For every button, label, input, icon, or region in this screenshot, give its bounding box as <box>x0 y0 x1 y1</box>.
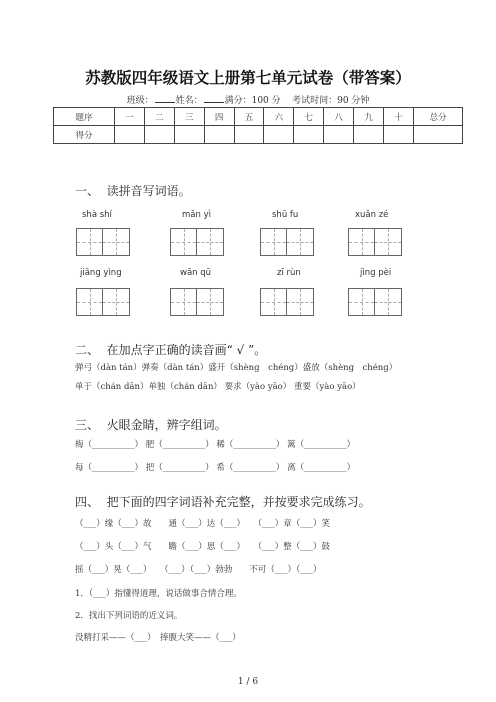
header-cell: 三 <box>174 108 204 126</box>
class-label: 班级： <box>126 96 154 106</box>
header-cell: 七 <box>294 108 324 126</box>
score-cell[interactable] <box>264 126 294 144</box>
question-2: 2．找出下列词语的近义词。 <box>75 611 183 621</box>
section-2-heading <box>75 341 266 358</box>
score-cell[interactable] <box>384 126 414 144</box>
section-4-number: 四、 <box>75 495 100 509</box>
header-cell: 十 <box>384 108 414 126</box>
page-number: 1 / 6 <box>237 677 259 687</box>
pinyin-jingpei: jìng pèi <box>360 268 392 278</box>
section-3-heading <box>75 416 227 433</box>
score-cell[interactable] <box>204 126 234 144</box>
section-3-title: 火眼金睛，辨字组词。 <box>106 418 227 432</box>
score-cell[interactable] <box>354 126 384 144</box>
writing-grid[interactable] <box>76 288 130 316</box>
name-blank <box>204 94 224 103</box>
score-cell[interactable] <box>294 126 324 144</box>
score-cell[interactable] <box>115 126 145 144</box>
score-cell[interactable] <box>234 126 264 144</box>
header-cell: 六 <box>264 108 294 126</box>
header-cell: 五 <box>234 108 264 126</box>
name-label: 姓名： <box>175 96 203 106</box>
score-cell[interactable] <box>414 126 463 144</box>
score-cell[interactable] <box>324 126 354 144</box>
section-4-heading <box>75 493 371 510</box>
header-cell: 八 <box>324 108 354 126</box>
s2-line-2: 单于（chán dān）单独（chán dān） 要求（yào yāo） 重要（yào yāo） <box>75 382 361 392</box>
pinyin-wanqu: wān qū <box>180 268 212 278</box>
writing-grid[interactable] <box>170 288 224 316</box>
document-title: 苏教版四年级语文上册第七单元试卷（带答案） <box>85 68 411 87</box>
writing-grid[interactable] <box>260 288 314 316</box>
writing-grid[interactable] <box>260 228 314 256</box>
score-label: 满分：100 分 <box>224 96 281 106</box>
section-3-number: 三、 <box>75 418 100 432</box>
question-1: 1．（___）指懂得道理，说话做事合情合理。 <box>75 589 242 599</box>
header-cell: 四 <box>204 108 234 126</box>
section-4-title: 把下面的四字词语补充完整，并按要求完成练习。 <box>106 495 371 509</box>
question-3: 没精打采——（___） 捧腹大笑——（___） <box>75 633 241 643</box>
pinyin-zirun: zī rùn <box>277 268 301 278</box>
header-cell: 二 <box>144 108 174 126</box>
score-header-row <box>54 108 463 126</box>
s3-line-2: 每（__________） 把（__________） 希（__________） 离（__________） <box>75 463 356 473</box>
pinyin-xuanze: xuǎn zé <box>355 210 389 220</box>
score-row <box>54 126 463 144</box>
score-cell[interactable] <box>174 126 204 144</box>
section-1-title: 读拼音写词语。 <box>106 184 191 198</box>
exam-info <box>0 93 496 106</box>
writing-grid[interactable] <box>348 288 402 316</box>
pinyin-jiangying: jiāng yìng <box>80 268 122 278</box>
s4-line-1: （___）缘（___）故 通（___）达（___） （___）章（___）笑 <box>75 519 331 529</box>
writing-grid[interactable] <box>76 228 130 256</box>
section-2-number: 二、 <box>75 343 100 357</box>
pinyin-shufu: shū fu <box>272 210 299 220</box>
score-table <box>53 107 463 144</box>
writing-grid[interactable] <box>170 228 224 256</box>
score-row-label: 得分 <box>54 126 115 144</box>
pinyin-shashi: shà shí <box>82 210 112 220</box>
score-cell[interactable] <box>144 126 174 144</box>
section-1-number: 一、 <box>75 184 100 198</box>
header-cell: 九 <box>354 108 384 126</box>
s4-line-3: 摇（___）晃（___） （___）（___）勃勃 不可（___）（___） <box>75 565 322 575</box>
writing-grid[interactable] <box>348 228 402 256</box>
class-blank <box>155 94 175 103</box>
section-2-title: 在加点字正确的读音画“ √ ”。 <box>106 343 267 357</box>
pinyin-manyi: mǎn yì <box>182 210 211 220</box>
header-cell: 题序 <box>54 108 115 126</box>
time-label: 考试时间：90 分钟 <box>292 96 370 106</box>
s4-line-2: （___）头（___）气 瞻（___）思（___） （___）整（___）鼓 <box>75 542 331 552</box>
header-cell: 一 <box>115 108 145 126</box>
s3-line-1: 梅（__________） 肥（__________） 稀（__________） 篱（__________） <box>75 440 356 450</box>
section-1-heading <box>75 182 191 199</box>
s2-line-1: 弹弓（dàn tán）弹奏（dàn tán）盛开（shèng chéng）盛放（shèng chéng） <box>75 363 398 373</box>
header-cell: 总分 <box>414 108 463 126</box>
